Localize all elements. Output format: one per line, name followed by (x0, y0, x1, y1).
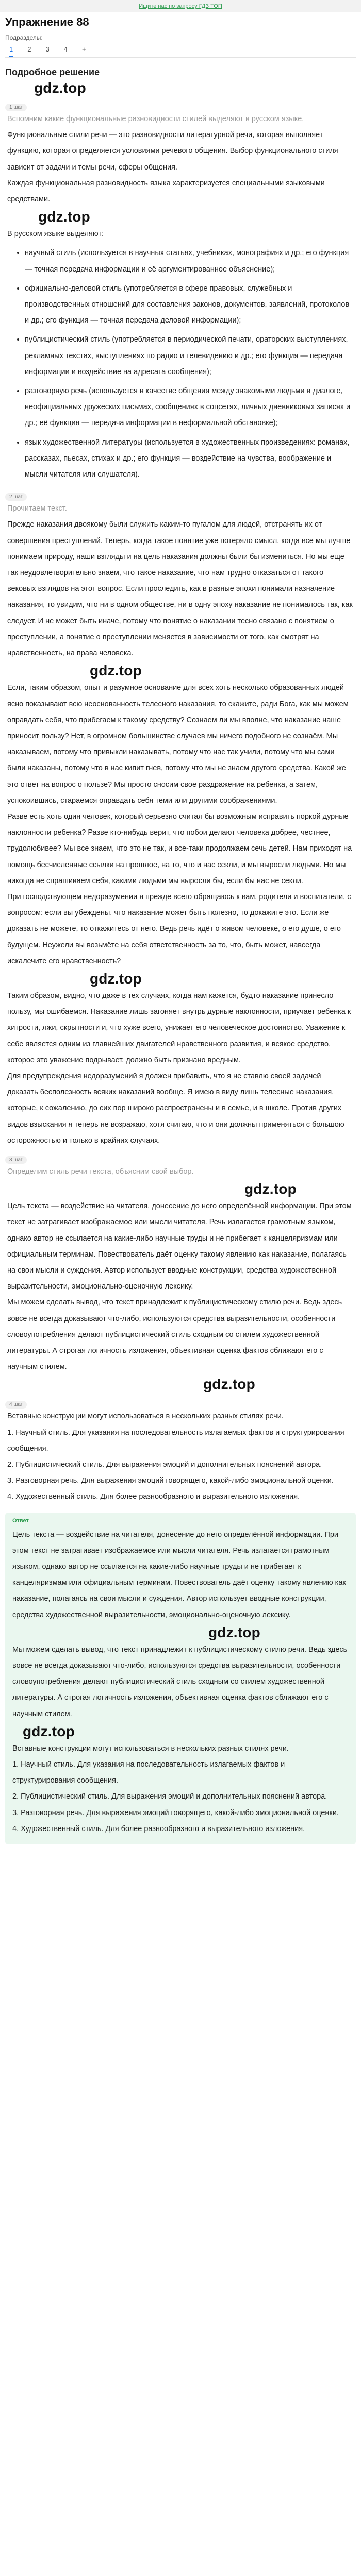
list-item: • научный стиль (используется в научных статьях, учебниках, монографиях и др.; его функция — точная передача информации и её аргументированное объяснение); (25, 245, 354, 277)
step-badge: 2 шаг (5, 493, 27, 501)
step-3 (0, 1164, 361, 1393)
subparagraphs-label: Подразделы: (5, 34, 43, 41)
step-3-text: Цель текста — воздействие на читателя, донесение до него определённой информации. При этом текст не затрагивает изображаемое или мысли читателя. Речь излагается грамотным языком, однако автор не ссылается на какие-либо научные труды и не прибегает к канцеляризмам или официальным терминам. Повествователь даёт оценку такому явлению как наказание, полагаясь на свои мысли и суждения. Автор использует вводные конструкции, средства художественной выразительности, эмоционально-оценочную лексику. (7, 1202, 352, 1291)
top-banner-text[interactable]: Ищите нас по запросу ГДЗ ТОП (139, 3, 222, 9)
text-paragraph: Таким образом, видно, что даже в тех случаях, когда нам кажется, будто наказание принесло пользу, мы ошибаемся. Наказание лишь загоняет внутрь дурные наклонности, приучает ребенка к хитрости, лжи, скрытности и, что хуже всего, унижает его человеческое достоинство. Уважение к себе является одним из главнейших двигателей нравственного развития, и всякое средство, которое это уважение подрывает, должно быть признано вредным. (7, 991, 351, 1064)
text-paragraph: Разве есть хоть один человек, который серьезно считал бы возможным исправить поркой дурные наклонности ребенка? Разве кто-нибудь верит, что побои делают человека добрее, честнее, трудолюбивее? Мы все знаем, что это не так, и все-таки продолжаем сечь детей. Нам приходят на помощь бесчисленные ссылки на прошлое, на то, что и нас секли, и мы выросли людьми. Но мы никогда не спрашиваем себя, какими людьми мы выросли бы, если бы нас не секли. (7, 812, 352, 885)
text-paragraph: Если, таким образом, опыт и разумное основание для всех хоть несколько образованных людей ясно показывают всю неоснованность телесного наказания, то скажите, ради Бога, как мы можем оправдать себя, что прибегаем к такому средству? Сознаем ли мы вполне, что наказание наше приносит пользу? Нет, в огромном большинстве случаев мы ничего подобного не сознаём. Мы наказываем, потому что привыкли наказывать, потому что нас так учили, потому что мы сами были наказаны, потому что в нас кипит гнев, потому что мы не знаем другого средства. Какой же это ответ на вопрос о пользе? Мы просто сносим свое раздражение на ребенка, а затем, успокоившись, стараемся оправдать себя теми или другими соображениями. (7, 684, 349, 805)
top-banner[interactable] (0, 0, 361, 12)
tab-3[interactable]: 3 (45, 45, 50, 53)
text-paragraph: При господствующем недоразумении я прежде всего обращаюсь к вам, родители и воспитатели, с вопросом: если вы убеждены, что наказание может быть полезно, то докажите это. Если же доказать не можете, то откажитесь от него. Ведь речь идёт о живом человеке, о его душе, о его будущем. Неужели вы возьмёте на себя ответственность за то, что, быть может, навсегда искалечите его нравственность? (7, 892, 351, 965)
answer-box (5, 1513, 356, 1844)
tab-1[interactable]: 1 (9, 45, 13, 57)
list-item: • официально-деловой стиль (употребляется в сфере правовых, служебных и производственных отношений для составления законов, документов, заявлений, протоколов и др.; его функция — точная передача деловой информации); (25, 281, 354, 329)
step-4-intro: Вставные конструкции могут использоваться в нескольких разных стилях речи. (7, 1412, 284, 1421)
answer-text: Вставные конструкции могут использоваться в нескольких разных стилях речи. (12, 1744, 289, 1753)
watermark: gdz.top (34, 80, 86, 96)
step-1-definition: Функциональные стили речи — это разновидности литературной речи, которая выполняет функцию, которая определяется условиями речевого общения. Выбор функционального стиля зависит от задачи и темы речи, сферы общения. (7, 131, 338, 172)
watermark: gdz.top (23, 1723, 75, 1739)
list-item: 3. Разговорная речь. Для выражения эмоций говорящего, какой-либо эмоциональной оценки. (7, 1477, 334, 1485)
list-item: • разговорную речь (используется в качестве общения между знакомыми людьми в диалоге, неофициальных дружеских письмах, сообщениях в соцсетях, личных дневниковых записях и др.; её функция — передача информации в неформальной обстановке); (25, 383, 354, 432)
step-badge: 3 шаг (5, 1156, 27, 1164)
answer-text: Цель текста — воздействие на читателя, донесение до него определённой информации. При этом текст не затрагивает изображаемое или мысли читателя. Речь излагается грамотным языком, однако автор не ссылается на какие-либо научные труды и не прибегает к канцеляризмам или официальным терминам. Повествователь даёт оценку такому явлению как наказание, полагаясь на свои мысли и суждения. Автор использует вводные конструкции, средства художественной выразительности, эмоционально-оценочную лексику. (12, 1530, 346, 1619)
watermark: gdz.top (38, 209, 90, 225)
tab-add[interactable]: + (81, 45, 86, 53)
step-1-intro: Вспомним какие функциональные разновидности стилей выделяют в русском языке. (7, 115, 304, 123)
tabs-divider (5, 57, 356, 58)
answer-label: Ответ (12, 1517, 29, 1524)
text-paragraph: Прежде наказания двоякому были служить каким-то пугалом для людей, отстранять их от совершения преступлений. Теперь, когда такое понятие уже потеряло смысл, когда все мы лучше понимаем природу, наши взгляды и на цель наказания должны были бы измениться. Но мы еще так неудовлетворительно знаем, что такое наказание, что нам трудно отказаться от такого вековых взглядов на этот вопрос. Если проследить, как в разные эпохи понимали назначение наказания, то увидим, что ни в одном обществе, ни в одну эпоху наказание не понималось так, как следует. И не может быть иначе, потому что понятие о наказании тесно связано с понятием о преступлении, а понятие о преступлении меняется в зависимости от того, как смотрят на нравственность, на права человека. (7, 520, 353, 658)
list-item: 4. Художественный стиль. Для более разнообразного и выразительного изложения. (12, 1824, 305, 1833)
watermark: gdz.top (208, 1624, 260, 1640)
step-3-intro: Определим стиль речи текста, объясним свой выбор. (7, 1167, 194, 1176)
step-1-list-intro: В русском языке выделяют: (7, 230, 104, 239)
list-item: 2. Публицистический стиль. Для выражения эмоций и дополнительных пояснений автора. (12, 1792, 327, 1801)
tab-4[interactable]: 4 (63, 45, 68, 53)
list-item: 4. Художественный стиль. Для более разнообразного и выразительного изложения. (7, 1493, 300, 1501)
text-paragraph: Для предупреждения недоразумений я должен прибавить, что я не ставлю своей задачей доказать бесполезность всяких наказаний вообще. Я имею в виду лишь телесные наказания, которые, к сожалению, до сих пор широко распространены и в семье, и в школе. Против других видов взыскания я теперь не возражаю, хотя считаю, что и они должны применяться с большою осторожностью и только в крайних случаях. (7, 1072, 344, 1145)
watermark: gdz.top (90, 970, 142, 987)
watermark: gdz.top (90, 663, 142, 679)
step-2 (0, 501, 361, 1149)
step-3-text: Мы можем сделать вывод, что текст принадлежит к публицистическому стилю речи. Ведь здесь вовсе не всегда доказывают что-либо, используются средства выразительности, особенности словоупотребления делают публицистический стиль сходным со стилем художественной литературы. А строгая логичность изложения, объективная оценка фактов сближают его с научным стилем. (7, 1298, 342, 1371)
page-title: Упражнение 88 (5, 15, 89, 28)
list-item: 2. Публицистический стиль. Для выражения эмоций и дополнительных пояснений автора. (7, 1461, 322, 1469)
list-item: 1. Научный стиль. Для указания на последовательность излагаемых фактов и структурирования сообщения. (12, 1760, 285, 1785)
step-1-note: Каждая функциональная разновидность языка характеризуется специальными языковыми средствами. (7, 179, 325, 204)
list-item: 3. Разговорная речь. Для выражения эмоций говорящего, какой-либо эмоциональной оценки. (12, 1808, 339, 1817)
watermark: gdz.top (244, 1181, 297, 1197)
step-1 (0, 111, 361, 483)
step-4 (0, 1409, 361, 1505)
step-badge: 1 шаг (5, 104, 27, 111)
answer-text: Мы можем сделать вывод, что текст принадлежит к публицистическому стилю речи. Ведь здесь вовсе не всегда доказывают что-либо, используются средства выразительности, особенности словоупотребления делают публицистический стиль сходным со стилем художественной литературы. А строгая логичность изложения, объективная оценка фактов сближают его с научным стилем. (12, 1645, 348, 1718)
solution-title: Подробное решение (5, 67, 100, 77)
subparagraph-tabs (9, 45, 361, 57)
step-badge: 4 шаг (5, 1401, 27, 1409)
styles-list (7, 245, 354, 483)
watermark: gdz.top (203, 1376, 255, 1393)
step-2-intro: Прочитаем текст. (7, 504, 67, 513)
list-item: 1. Научный стиль. Для указания на последовательность излагаемых фактов и структурирования сообщения. (7, 1428, 344, 1453)
tab-2[interactable]: 2 (27, 45, 31, 53)
list-item: • публицистический стиль (употребляется в периодической печати, ораторских выступлениях, рекламных текстах, выступлениях по радио и телевидению и др.; его функция — передача информации и воздействие на адресата сообщения); (25, 332, 354, 380)
list-item: • язык художественной литературы (используется в художественных произведениях: романах, рассказах, пьесах, стихах и др.; его функция — воздействие на чувства, воображение и мысли читателя или слушателя). (25, 435, 354, 483)
